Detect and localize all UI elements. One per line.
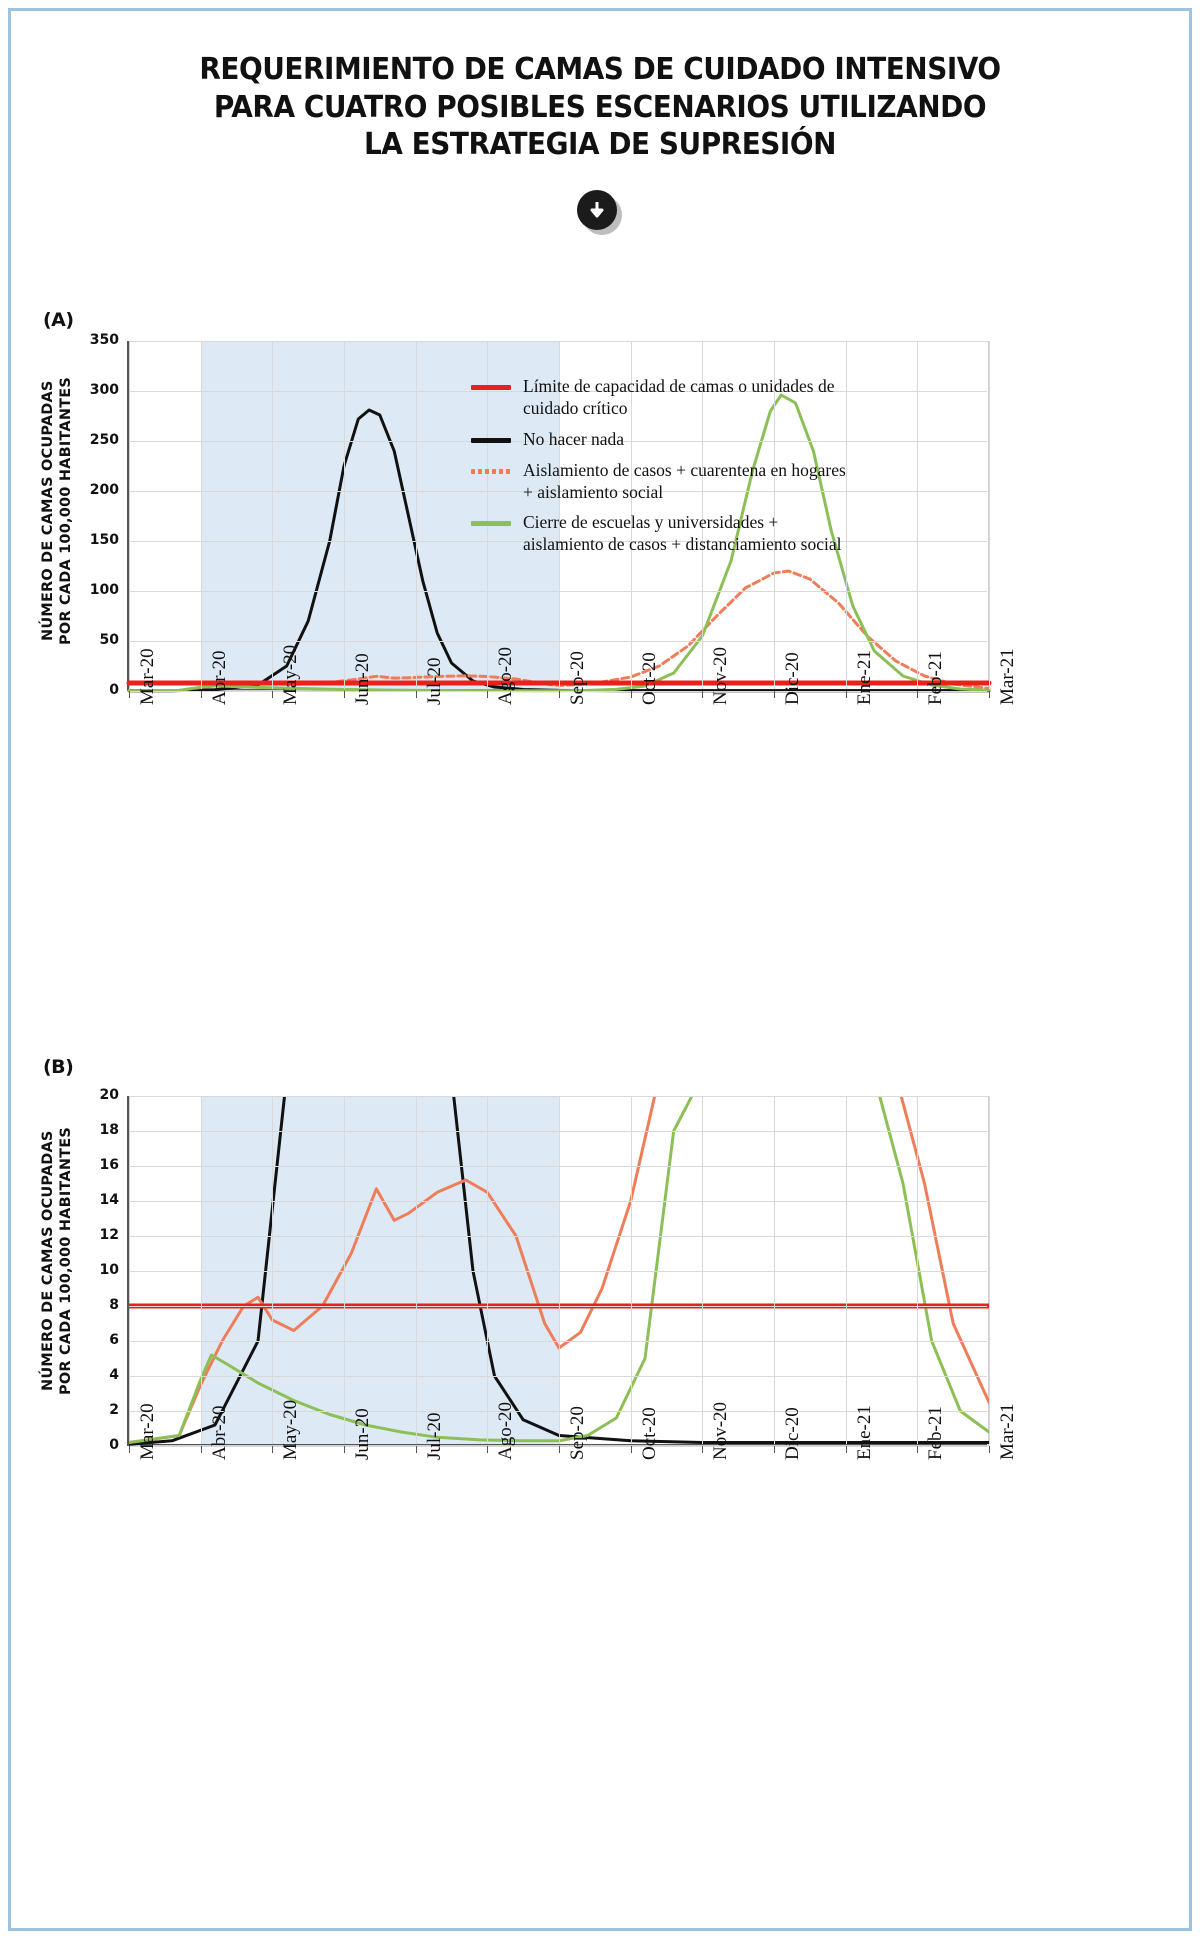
gridline-x bbox=[702, 1096, 703, 1444]
legend-item bbox=[471, 376, 891, 420]
x-tickmark bbox=[129, 1446, 130, 1453]
page-title: REQUERIMIENTO DE CAMAS DE CUIDADO INTENSIVO PARA CUATRO POSIBLES ESCENARIOS UTILIZANDO LA ESTRATEGIA DE SUPRESIÓN bbox=[199, 52, 1001, 162]
x-tickmark bbox=[631, 1446, 632, 1453]
x-tick-label: Mar-21 bbox=[997, 648, 1018, 705]
x-tick-label: Abr-20 bbox=[208, 1405, 230, 1460]
gridline-y bbox=[129, 1131, 987, 1132]
y-tick-label: 100 bbox=[89, 582, 119, 598]
x-tick-label: Ene-21 bbox=[853, 650, 875, 705]
x-tickmark bbox=[129, 691, 130, 698]
x-tick-label: Mar-20 bbox=[137, 648, 158, 705]
x-tickmark bbox=[702, 691, 703, 698]
panel-b-label: (B) bbox=[43, 1056, 74, 1078]
x-tick-label: Jul-20 bbox=[423, 657, 445, 705]
gridline-y bbox=[129, 1166, 987, 1167]
x-tickmark bbox=[201, 691, 202, 698]
x-tick-label: Dic-20 bbox=[782, 1407, 803, 1460]
x-tick-label: Ago-20 bbox=[495, 1401, 517, 1460]
x-tick-label: Dic-20 bbox=[782, 652, 803, 705]
x-tickmark bbox=[272, 691, 273, 698]
y-tick-label: 8 bbox=[109, 1297, 119, 1313]
gridline-x bbox=[201, 1096, 202, 1444]
gridline-x bbox=[416, 341, 417, 689]
y-tick-label: 150 bbox=[89, 532, 119, 548]
gridline-y bbox=[129, 1201, 987, 1202]
x-tickmark bbox=[774, 691, 775, 698]
x-tickmark bbox=[416, 691, 417, 698]
x-tick-label: Jun-20 bbox=[352, 653, 373, 705]
legend-item bbox=[471, 460, 891, 504]
poster-frame bbox=[8, 8, 1192, 1931]
legend-label: No hacer nada bbox=[523, 428, 625, 449]
panel-a-ylabel: NÚMERO DE CAMAS OCUPADAS POR CADA 100,000 HABITANTES bbox=[40, 377, 75, 645]
x-tickmark bbox=[487, 691, 488, 698]
x-tickmark bbox=[487, 1446, 488, 1453]
y-tick-label: 4 bbox=[109, 1367, 119, 1383]
gridline-x bbox=[416, 1096, 417, 1444]
down-arrow-icon bbox=[577, 190, 623, 236]
legend-label: Aislamiento de casos + cuarentena en hogares + aislamiento social bbox=[523, 459, 846, 502]
chart-legend bbox=[471, 376, 891, 565]
gridline-x bbox=[344, 1096, 345, 1444]
x-tickmark bbox=[344, 1446, 345, 1453]
y-tick-label: 0 bbox=[109, 682, 119, 698]
gridline-y bbox=[129, 1271, 987, 1272]
legend-label: Cierre de escuelas y universidades + aislamiento de casos + distanciamiento social bbox=[523, 512, 842, 555]
x-tick-label: Jul-20 bbox=[423, 1412, 445, 1460]
y-tick-label: 250 bbox=[89, 432, 119, 448]
x-tick-label: Feb-21 bbox=[925, 1406, 947, 1460]
y-tick-label: 300 bbox=[89, 382, 119, 398]
x-tick-label: Ago-20 bbox=[495, 646, 517, 705]
x-tick-label: Abr-20 bbox=[208, 650, 230, 705]
y-tick-label: 12 bbox=[99, 1227, 119, 1243]
panel-b-plot bbox=[99, 1087, 1018, 1460]
x-tickmark bbox=[702, 1446, 703, 1453]
legend-label: Límite de capacidad de camas o unidades de cuidado crítico bbox=[523, 376, 835, 418]
x-tick-label: Oct-20 bbox=[638, 1407, 660, 1460]
panel-b-ylabel: NÚMERO DE CAMAS OCUPADAS POR CADA 100,000 HABITANTES bbox=[40, 1127, 75, 1395]
gridline-x bbox=[344, 341, 345, 689]
x-tickmark bbox=[989, 1446, 990, 1453]
y-tick-label: 20 bbox=[99, 1087, 119, 1103]
x-tickmark bbox=[416, 1446, 417, 1453]
y-tick-label: 16 bbox=[99, 1157, 119, 1173]
y-tick-label: 50 bbox=[99, 632, 119, 648]
x-tickmark bbox=[344, 691, 345, 698]
gridline-x bbox=[201, 341, 202, 689]
x-tick-label: Sep-20 bbox=[567, 651, 588, 705]
legend-swatch-2 bbox=[471, 469, 511, 474]
gridline-y bbox=[129, 1096, 987, 1097]
gridline-x bbox=[989, 1096, 990, 1444]
gridline-x bbox=[272, 1096, 273, 1444]
legend-swatch-0 bbox=[471, 385, 511, 390]
gridline-x bbox=[559, 1096, 560, 1444]
gridline-y bbox=[129, 341, 987, 342]
y-tick-label: 200 bbox=[89, 482, 119, 498]
y-tick-label: 18 bbox=[99, 1122, 119, 1138]
legend-swatch-3 bbox=[471, 521, 511, 526]
x-tick-label: Sep-20 bbox=[567, 1406, 588, 1460]
y-tick-label: 14 bbox=[99, 1192, 119, 1208]
arrow-circle bbox=[577, 190, 617, 230]
legend-item bbox=[471, 512, 891, 556]
x-tickmark bbox=[559, 691, 560, 698]
x-tick-label: Ene-21 bbox=[853, 1405, 875, 1460]
gridline-x bbox=[917, 341, 918, 689]
gridline-y bbox=[129, 1341, 987, 1342]
x-tick-label: Nov-20 bbox=[710, 1401, 732, 1460]
y-tick-label: 2 bbox=[109, 1402, 119, 1418]
x-tickmark bbox=[917, 1446, 918, 1453]
gridline-x bbox=[846, 1096, 847, 1444]
gridline-x bbox=[989, 341, 990, 689]
x-tickmark bbox=[774, 1446, 775, 1453]
x-tick-label: Oct-20 bbox=[638, 652, 660, 705]
x-tickmark bbox=[559, 1446, 560, 1453]
y-tick-label: 350 bbox=[89, 332, 119, 348]
gridline-x bbox=[631, 1096, 632, 1444]
x-tick-label: Mar-21 bbox=[997, 1403, 1018, 1460]
x-tickmark bbox=[272, 1446, 273, 1453]
x-tick-label: May-20 bbox=[280, 1399, 302, 1460]
y-tick-label: 0 bbox=[109, 1437, 119, 1453]
gridline-x bbox=[917, 1096, 918, 1444]
x-tickmark bbox=[846, 691, 847, 698]
legend-swatch-1 bbox=[471, 438, 511, 443]
x-tickmark bbox=[846, 1446, 847, 1453]
gridline-y bbox=[129, 1236, 987, 1237]
gridline-y bbox=[129, 641, 987, 642]
gridline-x bbox=[487, 1096, 488, 1444]
x-tick-label: Jun-20 bbox=[352, 1408, 373, 1460]
x-tick-label: Mar-20 bbox=[137, 1403, 158, 1460]
x-tick-label: May-20 bbox=[280, 644, 302, 705]
x-tickmark bbox=[989, 691, 990, 698]
x-tick-label: Nov-20 bbox=[710, 646, 732, 705]
gridline-y bbox=[129, 1376, 987, 1377]
gridline-y bbox=[129, 591, 987, 592]
x-tick-label: Feb-21 bbox=[925, 651, 947, 705]
x-tickmark bbox=[917, 691, 918, 698]
gridline-x bbox=[272, 341, 273, 689]
gridline-y bbox=[129, 1306, 987, 1307]
x-tickmark bbox=[201, 1446, 202, 1453]
panel-a-label: (A) bbox=[43, 309, 74, 331]
gridline-x bbox=[774, 1096, 775, 1444]
legend-item bbox=[471, 429, 891, 451]
x-tickmark bbox=[631, 691, 632, 698]
y-tick-label: 6 bbox=[109, 1332, 119, 1348]
y-tick-label: 10 bbox=[99, 1262, 119, 1278]
